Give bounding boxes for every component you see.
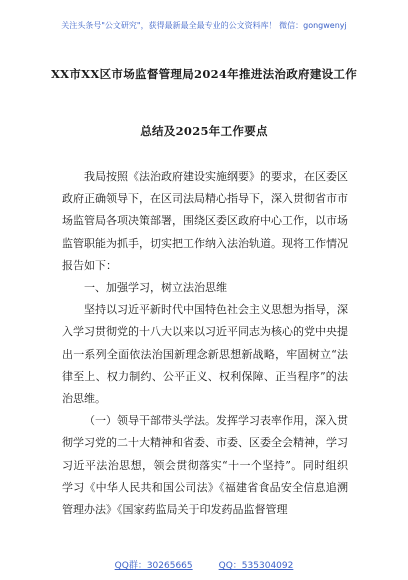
document-title-line-2: 总结及2025年工作要点 xyxy=(140,124,268,138)
section-paragraph: 坚持以习近平新时代中国特色社会主义思想为指导，深入学习贯彻党的十八大以来以习近平同志为核心的党中央提出一系列全面依法治国新理念新思想新战略，牢固树立“法律至上、权力制约、公平正义、权利保障、正当程序”的法治思维。 xyxy=(62,303,348,406)
document-title-line-1: XX市XX区市场监督管理局2024年推进法治政府建设工作 xyxy=(50,67,358,81)
qq-group-label: QQ群：30265665 xyxy=(114,561,193,571)
intro-paragraph: 我局按照《法治政府建设实施纲要》的要求，在区委区政府正确领导下，在区司法局精心指导下，深入贯彻省市市场监管局各项决策部署，围绕区委区政府中心工作，以市场监管职能为抓手，切实把工作纳入法治轨道。现将工作情况报告如下： xyxy=(62,170,348,272)
page-header xyxy=(0,0,408,46)
footer-contact xyxy=(0,558,408,571)
subsection-paragraph: （一）领导干部带头学法。发挥学习表率作用，深入贯彻学习党的二十大精神和省委、市委、区委全会精神，学习习近平法治思想，领会贯彻落实“十一个坚持”。同时组织学习《中华人民共和国公司法》《福建省食品安全信息追溯管理办法》《国家药监局关于印发药品监督管理 xyxy=(62,414,348,517)
qq-contact-label: QQ：535304092 xyxy=(218,561,294,571)
section-heading: 一、加强学习，树立法治思维 xyxy=(84,281,227,295)
page-footer xyxy=(0,554,408,580)
document-body xyxy=(62,166,348,521)
promo-banner-text: 关注头条号"公文研究"，获得最新最全最专业的公文资料库！ 微信：gongwenyj xyxy=(61,21,347,30)
